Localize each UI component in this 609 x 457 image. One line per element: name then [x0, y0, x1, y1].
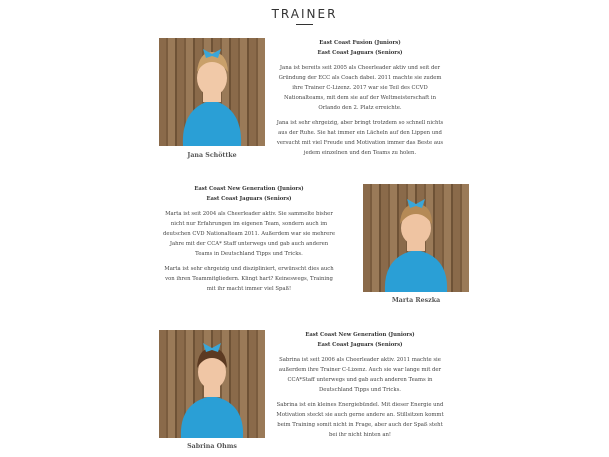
- trainer-photo: [363, 184, 469, 292]
- trainer-team-2: East Coast Jaguars (Seniors): [317, 50, 403, 56]
- trainer-team-1: East Coast New Generation (Juniors): [194, 186, 304, 192]
- trainer-name: Sabrina Ohms: [187, 443, 237, 450]
- trainer-team-1: East Coast New Generation (Juniors): [305, 332, 415, 338]
- title-divider: [296, 24, 313, 25]
- trainer-bio-2: Sabrina ist ein kleines Energiebündel. Mit dieser Energie und Motivation steckt sie auch gerne andere an. Stillsitzen kommt beim Training somit nicht in Frage, aber auch der Spaß steht bei ihr nicht hinten an!: [276, 402, 444, 438]
- trainer-team-1: East Coast Fusion (Juniors): [319, 40, 401, 46]
- trainer-name: Marta Reszka: [391, 297, 441, 304]
- trainer-team-2: East Coast Jaguars (Seniors): [317, 342, 403, 348]
- trainer-text: [163, 184, 335, 294]
- trainer-bio-2: Marta ist sehr ehrgeizig und diszipliniert, erwünscht dies auch von ihren Teammitgliedern. Klingt hart? Keineswegs, Training mit ihr macht immer viel Spaß!: [164, 266, 334, 292]
- trainer-name: Jana Schöttke: [187, 152, 237, 159]
- trainer-text: [276, 330, 444, 440]
- trainer-photo: [159, 38, 265, 146]
- trainer-bio-1: Sabrina ist seit 2006 als Cheerleader aktiv. 2011 machte sie außerdem ihre Trainer C-Lizenz. Auch sie war lange mit der CCA*Staff unterwegs und gab auch anderen Teams in Deutschland Tipps und Tricks.: [278, 357, 442, 393]
- trainer-team-2: East Coast Jaguars (Seniors): [206, 196, 292, 202]
- page-title: TRAINER: [271, 7, 338, 21]
- trainer-bio-1: Jana ist bereits seit 2005 als Cheerleader aktiv und seit der Gründung der ECC als Coach dabei. 2011 machte sie zudem ihre Trainer C-Lizenz. 2017 war sie Teil des CCVD Nationalteams, mit dem sie auf der Weltmeisterschaft in Orlando den 2. Platz erreichte.: [278, 65, 442, 111]
- trainer-bio-2: Jana ist sehr ehrgeizig, aber bringt trotzdem so schnell nichts aus der Ruhe. Sie hat immer ein Lächeln auf den Lippen und versucht mit viel Freude und Motivation immer das Beste aus jedem einzelnen und den Teams zu holen.: [276, 120, 444, 156]
- trainer-text: [276, 38, 444, 158]
- trainer-photo: [159, 330, 265, 438]
- trainer-bio-1: Marta ist seit 2004 als Cheerleader aktiv. Sie sammelte bisher nicht nur Erfahrungen im eigenen Team, sondern auch im deutschen CVD Nationalteam 2011. Außerdem war sie mehrere Jahre mit der CCA* Staff unterwegs und gab auch anderen Teams in Deutschland Tipps und Tricks.: [163, 211, 335, 257]
